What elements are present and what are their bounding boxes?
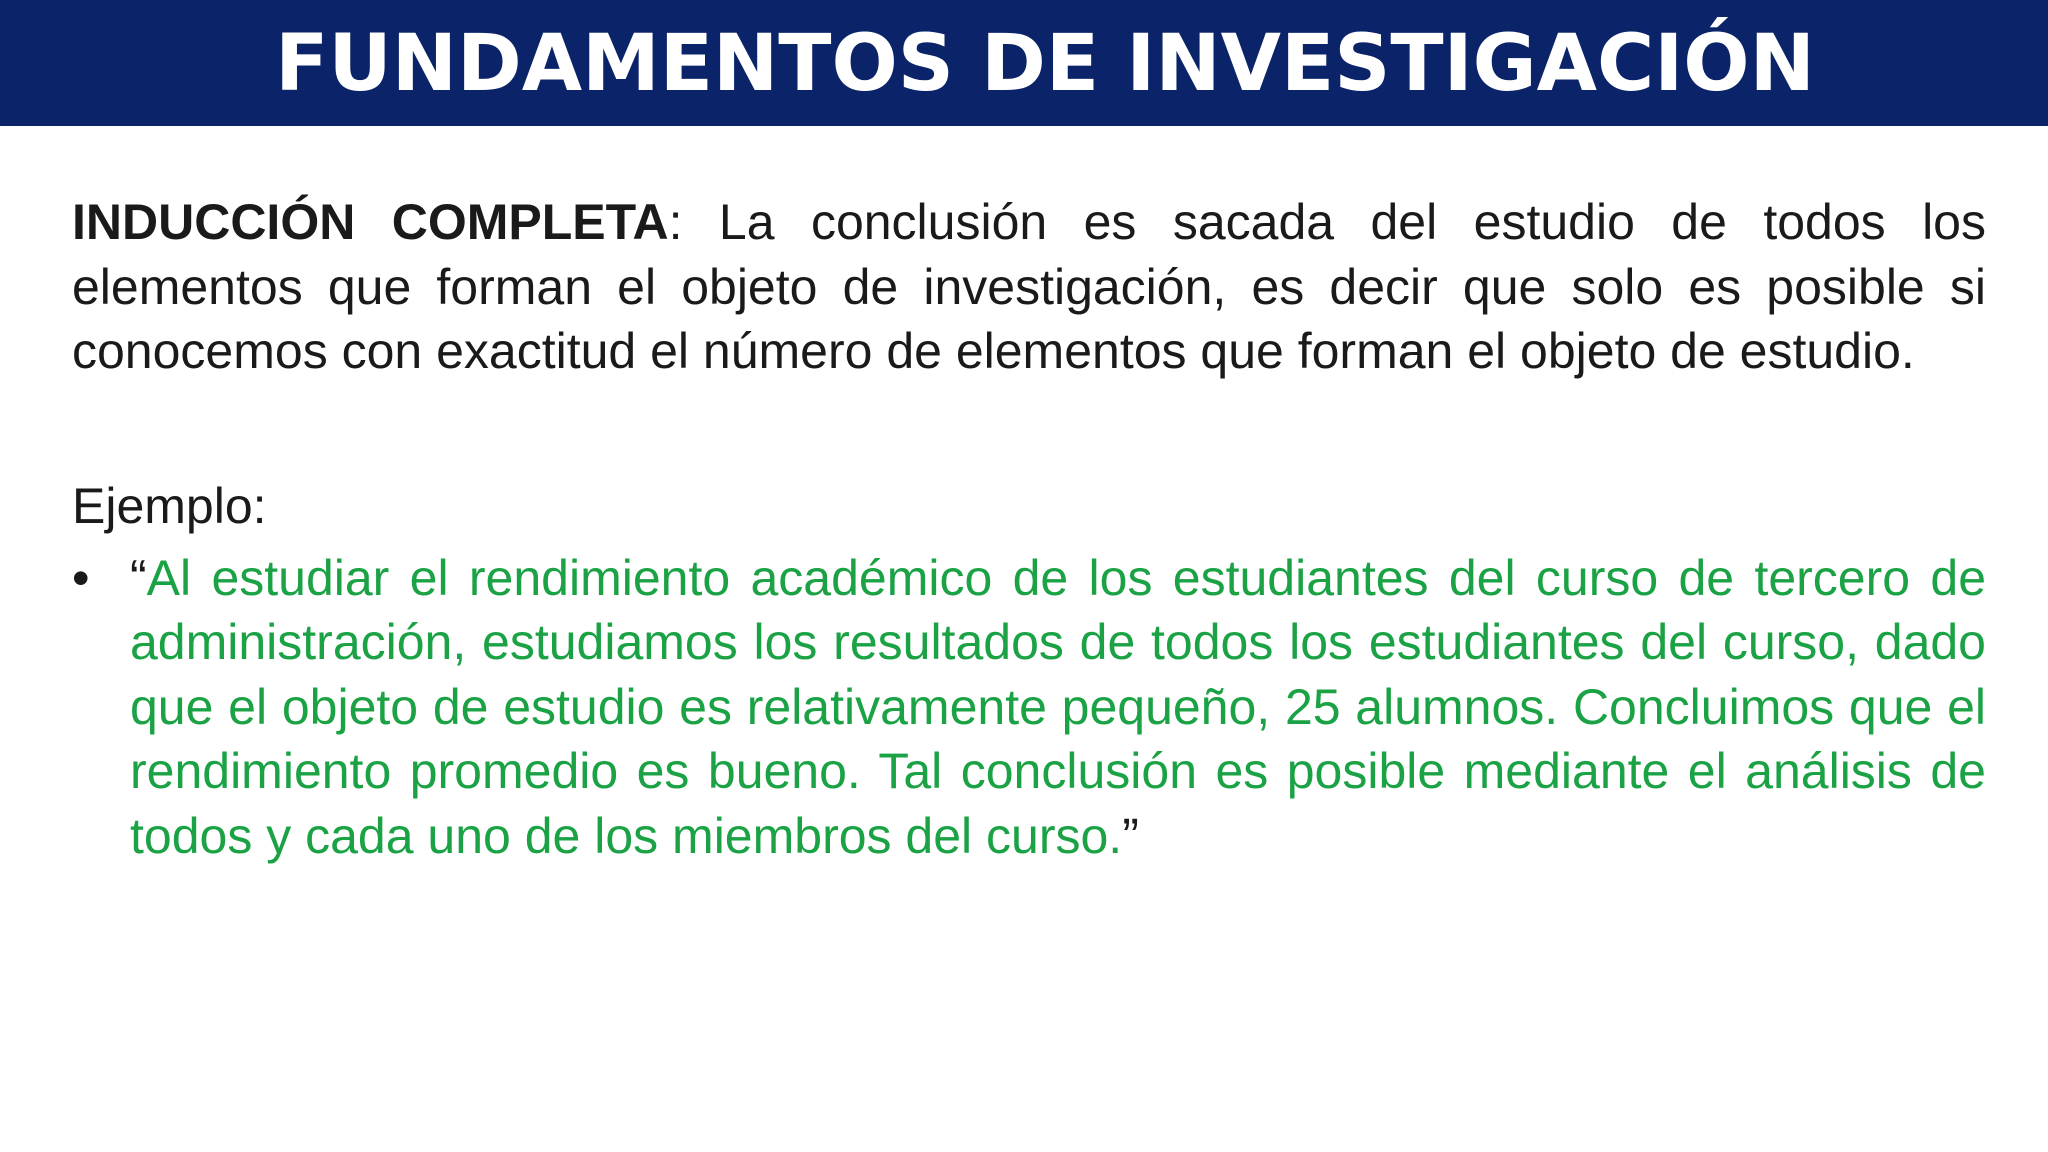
definition-separator: : (668, 194, 683, 250)
title-bar (0, 0, 2048, 126)
slide-title: FUNDAMENTOS DE INVESTIGACIÓN (275, 19, 1815, 109)
slide-content (72, 190, 1986, 868)
definition-term: INDUCCIÓN COMPLETA (72, 194, 669, 250)
definition-paragraph (72, 190, 1986, 384)
example-item (72, 546, 1986, 869)
definition-text: La conclusión es sacada del estudio de todos los elementos que forman el objeto de investigación, es decir que solo es posible si conocemos con exactitud el número de elementos que forman el objeto de estudio. (72, 194, 1986, 379)
example-quote-text: Al estudiar el rendimiento académico de los estudiantes del curso de tercero de administración, estudiamos los resultados de todos los estudiantes del curso, dado que el objeto de estudio es relativamente pequeño, 25 alumnos. Concluimos que el rendimiento promedio es bueno. Tal conclusión es posible mediante el análisis de todos y cada uno de los miembros del curso. (130, 549, 1986, 864)
bullet-icon: • (72, 549, 90, 606)
example-list (72, 546, 1986, 869)
quote-close-mark: ” (1122, 807, 1139, 864)
example-label: Ejemplo: (72, 477, 267, 534)
quote-open-mark: “ (130, 549, 147, 606)
